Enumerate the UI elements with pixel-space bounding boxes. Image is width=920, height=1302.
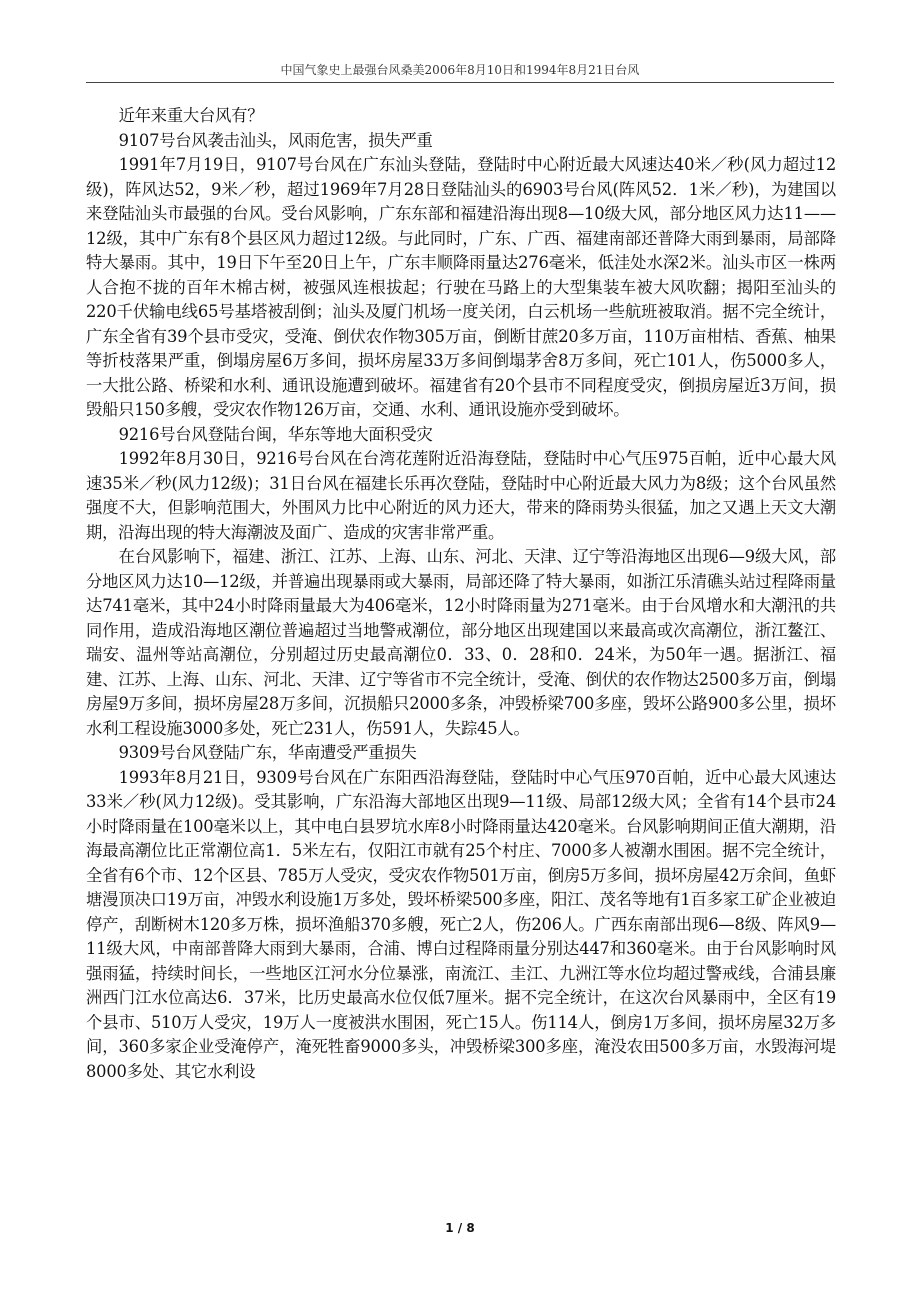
section-heading-9107: 9107号台风袭击汕头，风雨危害，损失严重	[118, 130, 433, 150]
page-header: 中国气象史上最强台风桑美2006年8月10日和1994年8月21日台风	[280, 63, 640, 77]
paragraph-9216-impact: 在台风影响下，福建、浙江、江苏、上海、山东、河北、天津、辽宁等沿海地区出现6—9级大风，部分地区风力达10—12级，并普遍出现暴雨或大暴雨，局部还降了特大暴雨，如浙江乐清礁头站过程降雨量达741毫米，其中24小时降雨量最大为406毫米，12小时降雨量为271毫米。由于台风增水和大潮汛的共同作用，造成沿海地区潮位普遍超过当地警戒潮位，部分地区出现建国以来最高或次高潮位，浙江鳌江、瑞安、温州等站高潮位，分别超过历史最高潮位0．33、0．28和0．24米，为50年一遇。据浙江、福建、江苏、上海、山东、河北、天津、辽宁等省市不完全统计，受淹、倒伏的农作物达2500多万亩，倒塌房屋9万多间，损坏房屋28万多间，沉损船只2000多条，冲毁桥梁700多座，毁坏公路900多公里，损坏水利工程设施3000多处，死亡231人，伤591人，失踪45人。	[86, 547, 836, 738]
section-heading-9309: 9309号台风登陆广东，华南遭受严重损失	[118, 743, 417, 762]
paragraph-9309: 1993年8月21日，9309号台风在广东阳西沿海登陆，登陆时中心气压970百帕，近中心最大风速达33米／秒(风力12级)。受其影响，广东沿海大部地区出现9—11级、局部12级大风；全省有14个县市24小时降雨量在100毫米以上，其中电白县罗坑水库8小时降雨量达420毫米。台风影响期间正值大潮期，沿海最高潮位比正常潮位高1．5米左右，仅阳江市就有25个村庄、7000多人被潮水围困。据不完全统计，全省有6个市、12个区县、785万人受灾，受灾农作物501万亩，倒房5万多间，损坏房屋42万余间，鱼虾塘漫顶决口19万亩，冲毁水利设施1万多处，毁坏桥梁500多座，阳江、茂名等地有1百多家工矿企业被迫停产，刮断树木120多万株，损坏渔船370多艘，死亡2人，伤206人。广西东南部出现6—8级、阵风9—11级大风，中南部普降大雨到大暴雨，合浦、博白过程降雨量分别达447和360毫米。由于台风影响时风强雨猛，持续时间长，一些地区江河水分位暴涨，南流江、圭江、九洲江等水位均超过警戒线，合浦县廉洲西门江水位高达6．37米，比历史最高水位仅低7厘米。据不完全统计，在这次台风暴雨中，全区有19个县市、510万人受灾，19万人一度被洪水围困，死亡15人。伤114人，倒房1万多间，损坏房屋32万多间，360多家企业受淹停产，淹死牲畜9000多头，冲毁桥梁300多座，淹没农田500多万亩，水毁海河堤8000多处、其它水利设	[86, 767, 836, 1081]
section-heading-9216: 9216号台风登陆台闽，华东等地大面积受灾	[118, 424, 433, 444]
paragraph-9107: 1991年7月19日，9107号台风在广东汕头登陆，登陆时中心附近最大风速达40米／秒(风力超过12级)，阵风达52，9米／秒，超过1969年7月28日登陆汕头的6903号台风(阵风52．1米／秒)，为建国以来登陆汕头市最强的台风。受台风影响，广东东部和福建沿海出现8—10级大风，部分地区风力达11——12级，其中广东有8个县区风力超过12级。与此同时，广东、广西、福建南部还普降大雨到暴雨，局部降特大暴雨。其中，19日下午至20日上午，广东丰顺降雨量达276毫米，低洼处水深2米。汕头市区一株两人合抱不拢的百年木棉古树，被强风连根拔起；行驶在马路上的大型集装车被大风吹翻；揭阳至汕头的220千伏输电线65号基塔被刮倒；汕头及厦门机场一度关闭，白云机场一些航班被取消。据不完全统计，广东全省有39个县市受灾，受淹、倒伏农作物305万亩，倒断甘蔗20多万亩，110万亩柑桔、香蕉、柚果等折枝落果严重，倒塌房屋6万多间，损坏房屋33万多间倒塌茅舍8万多间，死亡101人，伤5000多人，一大批公路、桥梁和水利、通讯设施遭到破坏。福建省有20个县市不同程度受灾，倒损房屋近3万间，损毁船只150多艘，受灾农作物126万亩，交通、水利、通讯设施亦受到破坏。	[86, 155, 836, 419]
page-number: 1 / 8	[445, 1221, 475, 1235]
header-divider	[86, 82, 834, 83]
document-body	[86, 104, 836, 1084]
paragraph-9216-landfall: 1992年8月30日，9216号台风在台湾花莲附近沿海登陆，登陆时中心气压975百帕，近中心最大风速35米／秒(风力12级)；31日台风在福建长乐再次登陆，登陆时中心附近最大风力为8级；这个台风虽然强度不大，但影响范围大，外围风力比中心附近的风力还大，带来的降雨势头很猛，加之又遇上天文大潮期，沿海出现的特大海潮波及面广、造成的灾害非常严重。	[86, 449, 836, 542]
intro-question: 近年来重大台风有？	[118, 106, 264, 125]
